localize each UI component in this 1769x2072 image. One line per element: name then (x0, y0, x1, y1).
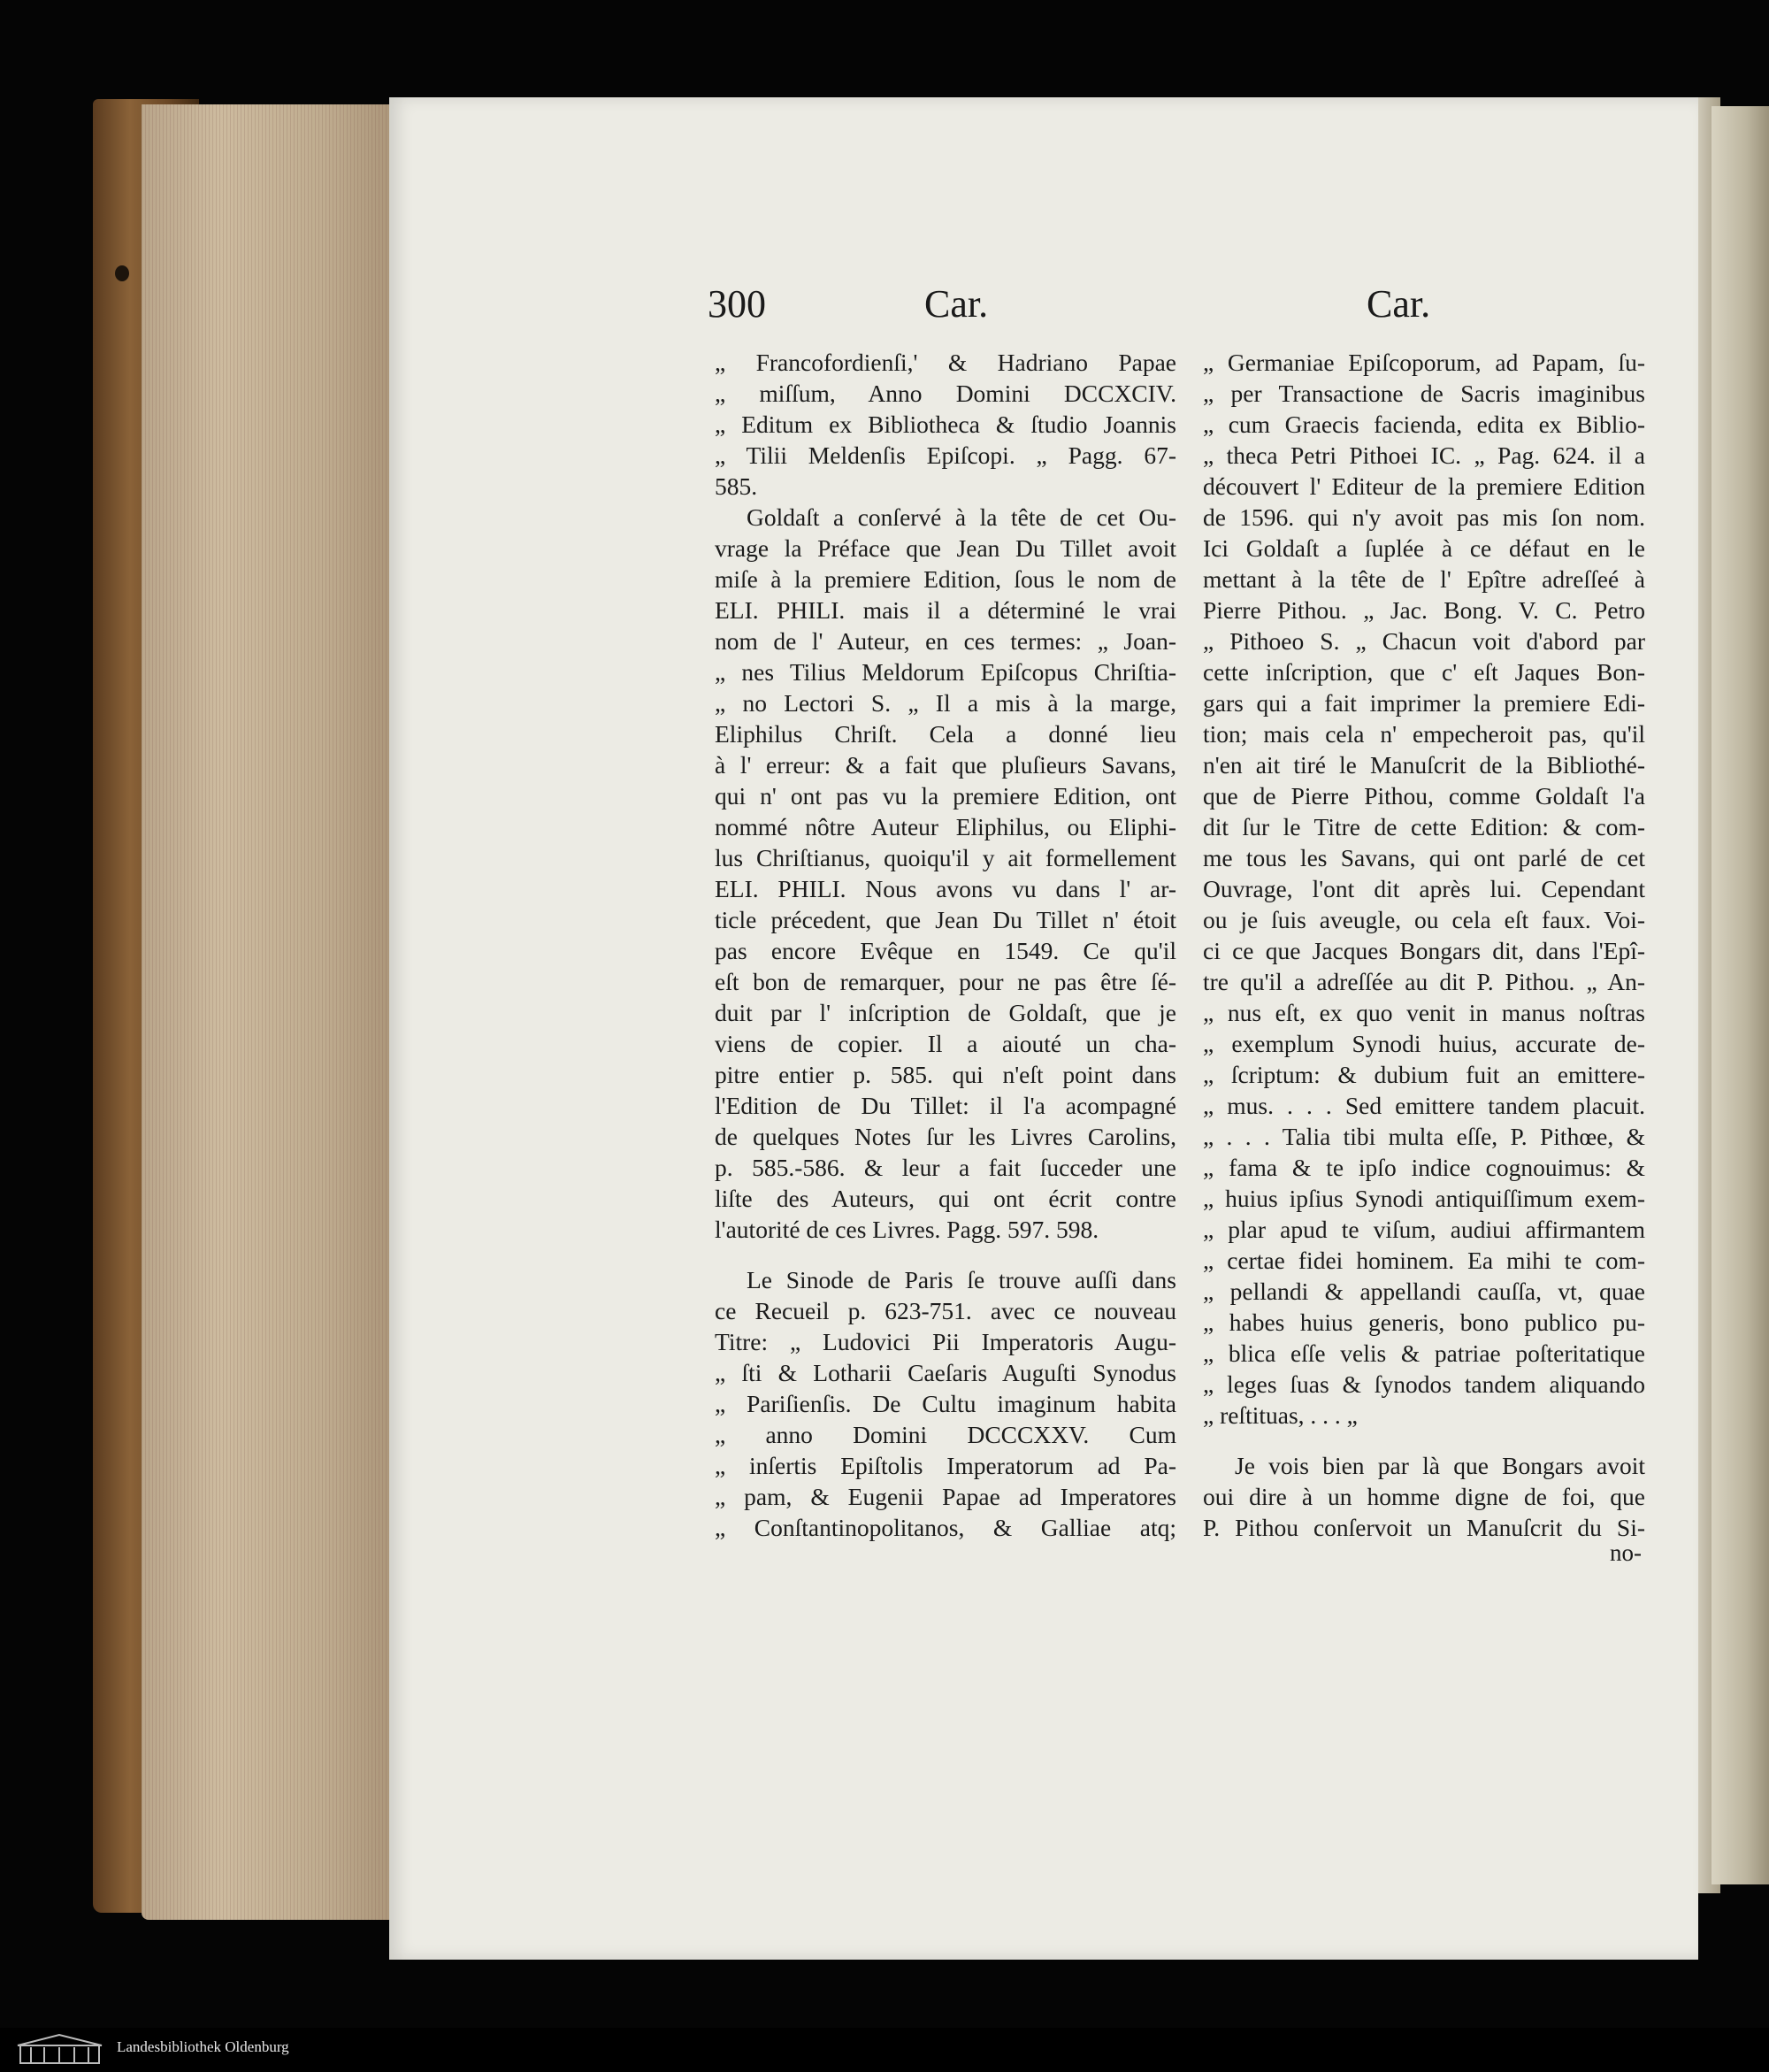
text-line: „ leges ſuas & ſynodos tandem aliquando (1203, 1370, 1645, 1398)
text-line: dit ſur le Titre de cette Edition: & com- (1203, 813, 1645, 840)
text-line: eſt bon de remarquer, pour ne pas être ſé- (715, 968, 1176, 995)
text-line: cette inſcription, que c' eſt Jaques Bon- (1203, 658, 1645, 686)
text-line: „ Francofordienſi,' & Hadriano Papae (715, 349, 1176, 376)
text-line: Le Sinode de Paris ſe trouve auſſi dans (747, 1266, 1176, 1293)
text-line: „ Editum ex Bibliotheca & ſtudio Joannis (715, 411, 1176, 438)
text-line: lus Chriſtianus, quoiqu'il y ait formellement (715, 844, 1176, 871)
text-line: „ Pithoeo S. „ Chacun voit d'abord par (1203, 627, 1645, 655)
text-line: „ certae fidei hominem. Ea mihi te com- (1203, 1247, 1645, 1274)
text-line: „ exemplum Synodi huius, accurate de- (1203, 1030, 1645, 1057)
text-line: l'Edition de Du Tillet: il l'a acompagné (715, 1092, 1176, 1119)
text-line: tion; mais cela n' empecheroit pas, qu'il (1203, 720, 1645, 748)
text-line: „ mus. . . . Sed emittere tandem placuit. (1203, 1092, 1645, 1119)
text-line: „ nes Tilius Meldorum Epiſcopus Chriſtia- (715, 658, 1176, 686)
text-line: „ ſcriptum: & dubium fuit an emittere- (1203, 1061, 1645, 1088)
text-line: Je vois bien par là que Bongars avoit (1235, 1452, 1645, 1479)
text-line: Goldaſt a conſervé à la tête de cet Ou- (747, 503, 1176, 531)
text-line: „ theca Petri Pithoei IC. „ Pag. 624. il a (1203, 441, 1645, 469)
text-line: p. 585.-586. & leur a fait ſucceder une (715, 1154, 1176, 1181)
text-line: ce Recueil p. 623-751. avec ce nouveau (715, 1297, 1176, 1324)
text-line: ci ce que Jacques Bongars dit, dans l'Epî- (1203, 937, 1645, 964)
text-line: Ouvrage, l'ont dit après lui. Cependant (1203, 875, 1645, 902)
page-edges (142, 104, 402, 1920)
text-line: découvert l' Editeur de la premiere Edition (1203, 472, 1645, 500)
text-line: duit par l' inſcription de Goldaſt, que je (715, 999, 1176, 1026)
text-line: Titre: „ Ludovici Pii Imperatoris Augu- (715, 1328, 1176, 1355)
text-line: „ Tilii Meldenſis Epiſcopi. „ Pagg. 67- (715, 441, 1176, 469)
text-line: „ plar apud te viſum, audiui affirmantem (1203, 1216, 1645, 1243)
text-line: „ Conſtantinopolitanos, & Galliae atq; (715, 1514, 1176, 1541)
text-line: me tous les Savans, qui ont parlé de cet (1203, 844, 1645, 871)
text-line: Pierre Pithou. „ Jac. Bong. V. C. Petro (1203, 596, 1645, 624)
text-line: „ habes huius generis, bono publico pu- (1203, 1308, 1645, 1336)
text-line: gars qui a fait imprimer la premiere Edi- (1203, 689, 1645, 717)
text-line: vrage la Préface que Jean Du Tillet avoit (715, 534, 1176, 562)
text-line: „ no Lectori S. „ Il a mis à la marge, (715, 689, 1176, 717)
text-line: „ reſtituas, . . . „ (1203, 1401, 1358, 1429)
text-line: „ huius ipſius Synodi antiquiſſimum exem- (1203, 1185, 1645, 1212)
text-line: „ fama & te ipſo indice cognouimus: & (1203, 1154, 1645, 1181)
text-line: „ miſſum, Anno Domini DCCXCIV. (715, 380, 1176, 407)
text-line: „ Germaniae Epiſcoporum, ad Papam, ſu- (1203, 349, 1645, 376)
text-line: n'en ait tiré le Manuſcrit de la Bibliothé- (1203, 751, 1645, 779)
text-line: nommé nôtre Auteur Eliphilus, ou Eliphi- (715, 813, 1176, 840)
text-line: 585. (715, 472, 758, 500)
text-line: „ Pariſienſis. De Cultu imaginum habita (715, 1390, 1176, 1417)
text-line: mettant à la tête de l' Epître adreſſeé à (1203, 565, 1645, 593)
text-line: l'autorité de ces Livres. Pagg. 597. 598. (715, 1216, 1099, 1243)
text-line: liſte des Auteurs, qui ont écrit contre (715, 1185, 1176, 1212)
text-line: miſe à la premiere Edition, ſous le nom de (715, 565, 1176, 593)
text-line: oui dire à un homme digne de foi, que (1203, 1483, 1645, 1510)
text-line: de quelques Notes ſur les Livres Carolins, (715, 1123, 1176, 1150)
text-line: ticle précedent, que Jean Du Tillet n' étoit (715, 906, 1176, 933)
library-building-icon (13, 2033, 106, 2067)
text-line: nom de l' Auteur, en ces termes: „ Joan- (715, 627, 1176, 655)
facing-page-edge (1712, 106, 1769, 1884)
text-line: tre qu'il a adreſſée au dit P. Pithou. „ An- (1203, 968, 1645, 995)
text-line: pitre entier p. 585. qui n'eſt point dans (715, 1061, 1176, 1088)
text-line: ELI. PHILI. Nous avons vu dans l' ar- (715, 875, 1176, 902)
text-column-right (1203, 347, 1645, 1543)
text-line: „ blica eſſe velis & patriae poſteritatique (1203, 1339, 1645, 1367)
running-head-left: Car. (924, 282, 989, 326)
text-line: „ anno Domini DCCCXXV. Cum (715, 1421, 1176, 1448)
page-number: 300 (708, 282, 766, 326)
library-name: Landesbibliothek Oldenburg (117, 2038, 289, 2055)
text-line: ou je ſuis aveugle, ou cela eſt faux. Voi- (1203, 906, 1645, 933)
text-line: „ . . . Talia tibi multa eſſe, P. Pithœe, & (1203, 1123, 1645, 1150)
text-line: „ ſti & Lotharii Caeſaris Auguſti Synodus (715, 1359, 1176, 1386)
text-line: „ pam, & Eugenii Papae ad Imperatores (715, 1483, 1176, 1510)
text-line: P. Pithou conſervoit un Manuſcrit du Si- (1203, 1514, 1645, 1541)
catchword: no- (1610, 1539, 1642, 1566)
text-line: „ pellandi & appellandi cauſſa, vt, quae (1203, 1278, 1645, 1305)
text-line: que de Pierre Pithou, comme Goldaſt l'a (1203, 782, 1645, 810)
text-line: „ inſertis Epiſtolis Imperatorum ad Pa- (715, 1452, 1176, 1479)
text-line: Ici Goldaſt a ſuplée à ce défaut en le (1203, 534, 1645, 562)
text-line: ELI. PHILI. mais il a déterminé le vrai (715, 596, 1176, 624)
text-line: pas encore Evêque en 1549. Ce qu'il (715, 937, 1176, 964)
text-line: à l' erreur: & a fait que pluſieurs Savans, (715, 751, 1176, 779)
text-column-left (715, 347, 1176, 1543)
cover-mark (115, 265, 129, 281)
running-head-right: Car. (1367, 282, 1431, 326)
footer-bar (0, 2028, 1769, 2072)
text-line: „ cum Graecis facienda, edita ex Biblio- (1203, 411, 1645, 438)
text-line: „ nus eſt, ex quo venit in manus noſtras (1203, 999, 1645, 1026)
text-line: qui n' ont pas vu la premiere Edition, ont (715, 782, 1176, 810)
text-line: Eliphilus Chriſt. Cela a donné lieu (715, 720, 1176, 748)
text-line: „ per Transactione de Sacris imaginibus (1203, 380, 1645, 407)
text-line: de 1596. qui n'y avoit pas mis ſon nom. (1203, 503, 1645, 531)
text-line: viens de copier. Il a aiouté un cha- (715, 1030, 1176, 1057)
